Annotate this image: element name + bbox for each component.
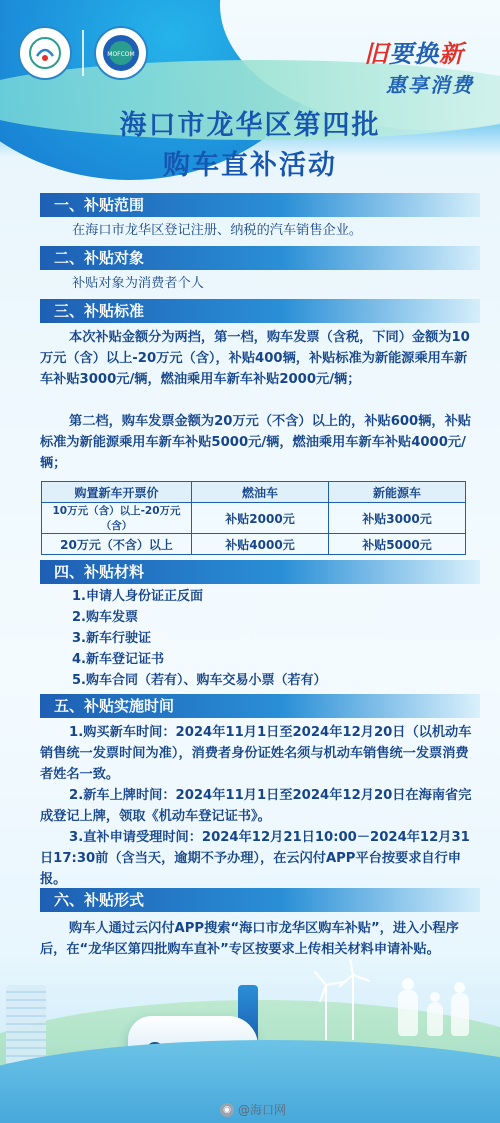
table-cell: 补贴4000元 [192, 534, 329, 555]
list-item: 3.新车行驶证 [72, 631, 151, 646]
section-timeline-application: 3.直补申请受理时间：2024年12月21日10:00－2024年12月31日17:30前（含当天，逾期不予办理），在云闪付APP平台按要求自行申报。 [40, 830, 470, 887]
materials-list [72, 586, 326, 691]
table-cell: 补贴5000元 [329, 534, 466, 555]
slogan-char-new: 新 [439, 40, 464, 68]
slogan-line1 [364, 34, 474, 69]
watermark-text: @海口网 [238, 1103, 287, 1117]
table-cell: 10万元（含）以上-20万元（含） [42, 503, 192, 534]
subsidy-table [41, 481, 466, 555]
list-item: 4.新车登记证书 [72, 652, 164, 667]
section-heading-target: 二、补贴对象 [40, 246, 480, 270]
mofcom-logo-text: MOFCOM [107, 51, 135, 58]
watermark [220, 1101, 286, 1118]
mofcom-logo-icon [94, 26, 148, 80]
section-heading-timeline: 五、补贴实施时间 [40, 694, 480, 718]
section-heading-scope: 一、补贴范围 [40, 193, 480, 217]
section-heading-method: 六、补贴形式 [40, 888, 480, 912]
slogan-char-swap: 要换 [389, 40, 439, 68]
section-timeline-purchase: 1.购买新车时间：2024年11月1日至2024年12月20日（以机动车销售统一发票时间为准），消费者身份证姓名须与机动车销售统一发票消费者姓名一致。 [40, 725, 472, 782]
table-cell: 补贴2000元 [192, 503, 329, 534]
slogan [364, 34, 474, 98]
page-title-line2: 购车直补活动 [163, 150, 337, 181]
slogan-line2: 惠享消费 [386, 73, 474, 97]
table-row [42, 503, 466, 534]
section-body-scope: 在海口市龙华区登记注册、纳税的汽车销售企业。 [72, 223, 363, 238]
list-item: 1.申请人身份证正反面 [72, 589, 203, 604]
consumption-logo-icon [18, 26, 72, 80]
logo-group [18, 26, 148, 80]
table-header-nev: 新能源车 [329, 482, 466, 503]
table-header-row [42, 482, 466, 503]
section-standard-tier1: 本次补贴金额分为两挡，第一档，购车发票（含税，下同）金额为10万元（含）以上-20万元（含），补贴400辆，补贴标准为新能源乘用车新车补贴3000元/辆，燃油乘用车新车补贴2000元/辆； [40, 330, 470, 387]
table-row [42, 534, 466, 555]
table-cell: 补贴3000元 [329, 503, 466, 534]
building-illustration [6, 985, 46, 1065]
list-item: 5.购车合同（若有）、购车交易小票（若有） [72, 673, 327, 688]
section-method-body: 购车人通过云闪付APP搜索“海口市龙华区购车补贴”，进入小程序后，在“龙华区第四批购车直补”专区按要求上传相关材料申请补贴。 [40, 921, 459, 957]
page-title-line1: 海口市龙华区第四批 [119, 110, 381, 141]
weibo-icon: ◉ [220, 1103, 234, 1117]
section-timeline-registration: 2.新车上牌时间：2024年11月1日至2024年12月20日在海南省完成登记上牌，领取《机动车登记证书》。 [40, 788, 472, 824]
table-header-fuel: 燃油车 [192, 482, 329, 503]
table-header-price: 购置新车开票价 [42, 482, 192, 503]
slogan-char-old: 旧 [364, 40, 389, 68]
table-cell: 20万元（不含）以上 [42, 534, 192, 555]
logo-divider [82, 30, 84, 76]
section-heading-materials: 四、补贴材料 [40, 560, 480, 584]
list-item: 2.购车发票 [72, 610, 138, 625]
section-body-target: 补贴对象为消费者个人 [72, 276, 204, 291]
section-standard-tier2: 第二档，购车发票金额为20万元（不含）以上的，补贴600辆，补贴标准为新能源乘用车新车补贴5000元/辆，燃油乘用车新车补贴4000元/辆； [40, 414, 471, 471]
section-heading-standard: 三、补贴标准 [40, 299, 480, 323]
